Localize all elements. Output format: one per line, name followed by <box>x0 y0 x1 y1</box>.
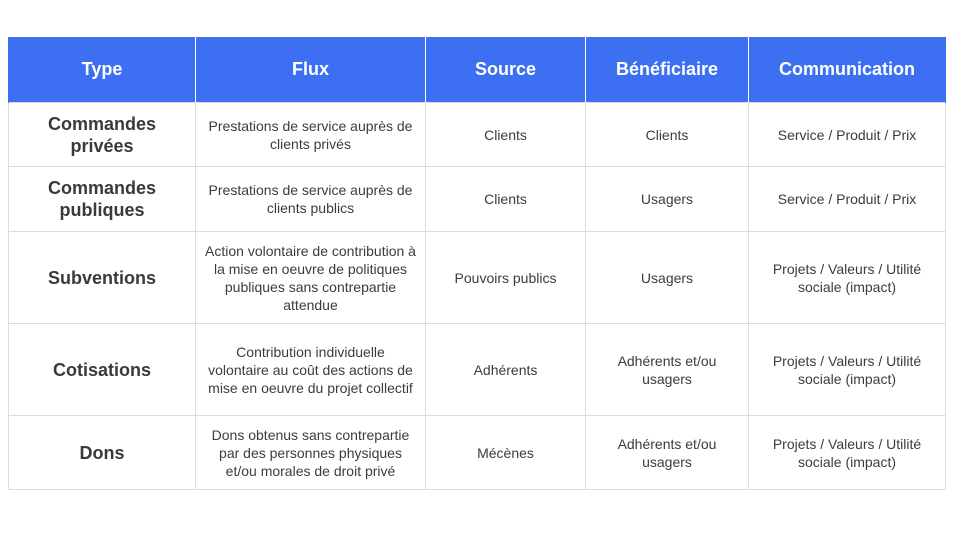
cell-source: Mécènes <box>426 416 586 490</box>
header-flux: Flux <box>196 37 426 103</box>
header-communication: Communication <box>749 37 946 103</box>
cell-communication: Projets / Valeurs / Utilité sociale (impact) <box>749 232 946 324</box>
cell-type: Commandes privées <box>9 103 196 167</box>
cell-type: Commandes publiques <box>9 167 196 232</box>
cell-beneficiaire: Adhérents et/ou usagers <box>586 416 749 490</box>
cell-source: Adhérents <box>426 324 586 416</box>
table-row <box>9 232 946 324</box>
cell-source: Pouvoirs publics <box>426 232 586 324</box>
cell-beneficiaire: Clients <box>586 103 749 167</box>
cell-flux: Prestations de service auprès de clients privés <box>196 103 426 167</box>
cell-communication: Projets / Valeurs / Utilité sociale (impact) <box>749 416 946 490</box>
cell-flux: Contribution individuelle volontaire au coût des actions de mise en oeuvre du projet collectif <box>196 324 426 416</box>
cell-source: Clients <box>426 103 586 167</box>
cell-communication: Projets / Valeurs / Utilité sociale (impact) <box>749 324 946 416</box>
cell-beneficiaire: Usagers <box>586 232 749 324</box>
cell-source: Clients <box>426 167 586 232</box>
table-row <box>9 103 946 167</box>
cell-flux: Action volontaire de contribution à la mise en oeuvre de politiques publiques sans contrepartie attendue <box>196 232 426 324</box>
cell-type: Dons <box>9 416 196 490</box>
header-type: Type <box>9 37 196 103</box>
cell-flux: Prestations de service auprès de clients publics <box>196 167 426 232</box>
table-header-row <box>9 37 946 103</box>
header-source: Source <box>426 37 586 103</box>
cell-beneficiaire: Adhérents et/ou usagers <box>586 324 749 416</box>
cell-type: Cotisations <box>9 324 196 416</box>
cell-beneficiaire: Usagers <box>586 167 749 232</box>
funding-table <box>8 37 946 490</box>
cell-communication: Service / Produit / Prix <box>749 103 946 167</box>
header-beneficiaire: Bénéficiaire <box>586 37 749 103</box>
table-row <box>9 416 946 490</box>
table-row <box>9 167 946 232</box>
table-row <box>9 324 946 416</box>
cell-flux: Dons obtenus sans contrepartie par des personnes physiques et/ou morales de droit privé <box>196 416 426 490</box>
cell-communication: Service / Produit / Prix <box>749 167 946 232</box>
cell-type: Subventions <box>9 232 196 324</box>
funding-table-container <box>8 37 945 490</box>
